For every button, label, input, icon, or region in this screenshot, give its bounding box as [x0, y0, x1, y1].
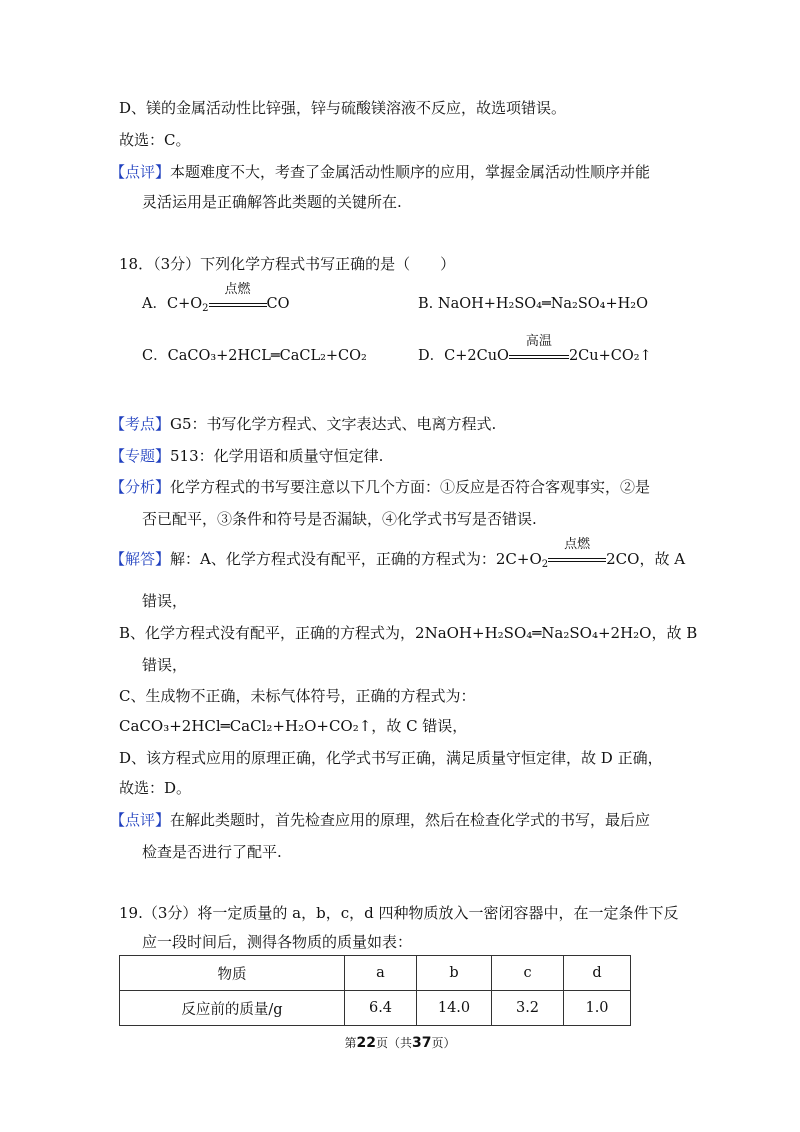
option-label: C． — [142, 348, 168, 364]
table-cell: 6.4 — [345, 991, 417, 1026]
table-cell: d — [564, 956, 631, 991]
q18-jieda-3: B、化学方程式没有配平，正确的方程式为，2NaOH+H₂SO₄═Na₂SO₄+2H₂O，故 B — [119, 624, 698, 642]
table-cell: b — [417, 956, 492, 991]
prev-option-d: D、镁的金属活动性比锌强，锌与硫酸镁溶液不反应，故选项错误。 — [119, 99, 567, 117]
table-cell: 物质 — [120, 956, 345, 991]
q18-option-d — [418, 334, 652, 366]
page-footer — [0, 1034, 800, 1051]
kaodian-text: G5：书写化学方程式、文字表达式、电离方程式. — [170, 415, 497, 433]
jieda-text-end: 2CO，故 A — [606, 550, 686, 568]
q18-kaodian — [110, 414, 496, 434]
q18-dianping-cont: 检查是否进行了配平. — [142, 843, 282, 861]
equation-left: C+O — [166, 296, 203, 312]
q18-option-b — [418, 294, 648, 314]
reaction-condition: 高温 — [509, 346, 569, 366]
q18-jieda-7: D、该方程式应用的原理正确，化学式书写正确，满足质量守恒定律，故 D 正确， — [119, 749, 663, 767]
zhuanti-tag: 【专题】 — [110, 447, 171, 465]
comment-text: 本题难度不大，考查了金属活动性顺序的应用，掌握金属活动性顺序并能 — [170, 163, 651, 181]
prev-comment — [110, 162, 650, 182]
footer-text: 页） — [431, 1036, 456, 1050]
option-label: D． — [418, 348, 445, 364]
comment-tag: 【点评】 — [110, 163, 171, 181]
table-cell: c — [492, 956, 564, 991]
q18-jieda-8: 故选：D。 — [119, 779, 192, 797]
kaodian-tag: 【考点】 — [110, 415, 171, 433]
footer-text: 页（共 — [375, 1036, 412, 1050]
q18-option-c — [142, 346, 367, 366]
q18-fenxi — [110, 477, 650, 497]
jieda-text: 解：A、化学方程式没有配平，正确的方程式为：2C+O — [170, 550, 542, 568]
prev-choice: 故选：C。 — [119, 131, 191, 149]
fenxi-text: 化学方程式的书写要注意以下几个方面：①反应是否符合客观事实，②是 — [170, 478, 651, 496]
q19-stem-cont: 应一段时间后，测得各物质的质量如表： — [142, 933, 413, 951]
equation-right: 2Cu+CO₂↑ — [568, 348, 652, 364]
table-cell: a — [345, 956, 417, 991]
dianping-tag: 【点评】 — [110, 811, 171, 829]
q18-stem: 18．（3分）下列化学方程式书写正确的是（ ） — [119, 255, 456, 273]
q18-jieda-4: 错误， — [142, 656, 188, 674]
jieda-tag: 【解答】 — [110, 550, 171, 568]
option-label: B. — [418, 296, 438, 312]
page-number: 22 — [356, 1035, 376, 1051]
equation-right: CO — [266, 296, 290, 312]
zhuanti-text: 513：化学用语和质量守恒定律. — [170, 447, 384, 465]
q18-jieda-6: CaCO₃+2HCl═CaCl₂+H₂O+CO₂↑，故 C 错误， — [119, 717, 468, 735]
table-cell: 反应前的质量/g — [120, 991, 345, 1026]
q18-jieda: 【解答】解：A、化学方程式没有配平，正确的方程式为：$2C+O_2$ 点燃 2CO，故 A — [110, 537, 686, 570]
table-header-row — [120, 956, 631, 991]
q18-jieda-2: 错误， — [142, 592, 188, 610]
q18-dianping — [110, 810, 650, 830]
prev-comment-cont: 灵活运用是正确解答此类题的关键所在. — [142, 193, 402, 211]
dianping-text: 在解此类题时，首先检查应用的原理，然后在检查化学式的书写，最后应 — [170, 811, 651, 829]
reaction-condition: 点燃 — [209, 294, 267, 314]
q18-zhuanti — [110, 446, 383, 466]
total-pages: 37 — [412, 1035, 432, 1051]
q19-stem: 19.（3分）将一定质量的 a，b，c，d 四种物质放入一密闭容器中，在一定条件下反 — [119, 904, 679, 922]
table-cell: 14.0 — [417, 991, 492, 1026]
table-cell: 3.2 — [492, 991, 564, 1026]
option-label: A． — [142, 296, 167, 312]
q18-option-a: A．$C+O_2$ 点燃 CO — [142, 282, 290, 314]
q18-jieda-5: C、生成物不正确，未标气体符号，正确的方程式为： — [119, 687, 476, 705]
table-cell: 1.0 — [564, 991, 631, 1026]
footer-text: 第 — [344, 1036, 357, 1050]
mass-table — [119, 955, 631, 1026]
equation: NaOH+H₂SO₄═Na₂SO₄+H₂O — [437, 296, 648, 312]
table-row — [120, 991, 631, 1026]
reaction-condition: 点燃 — [548, 549, 606, 569]
q18-fenxi-cont: 否已配平，③条件和符号是否漏缺，④化学式书写是否错误. — [142, 510, 537, 528]
fenxi-tag: 【分析】 — [110, 478, 171, 496]
equation: CaCO₃+2HCL═CaCL₂+CO₂ — [167, 348, 367, 364]
equation-left: C+2CuO — [444, 348, 509, 364]
